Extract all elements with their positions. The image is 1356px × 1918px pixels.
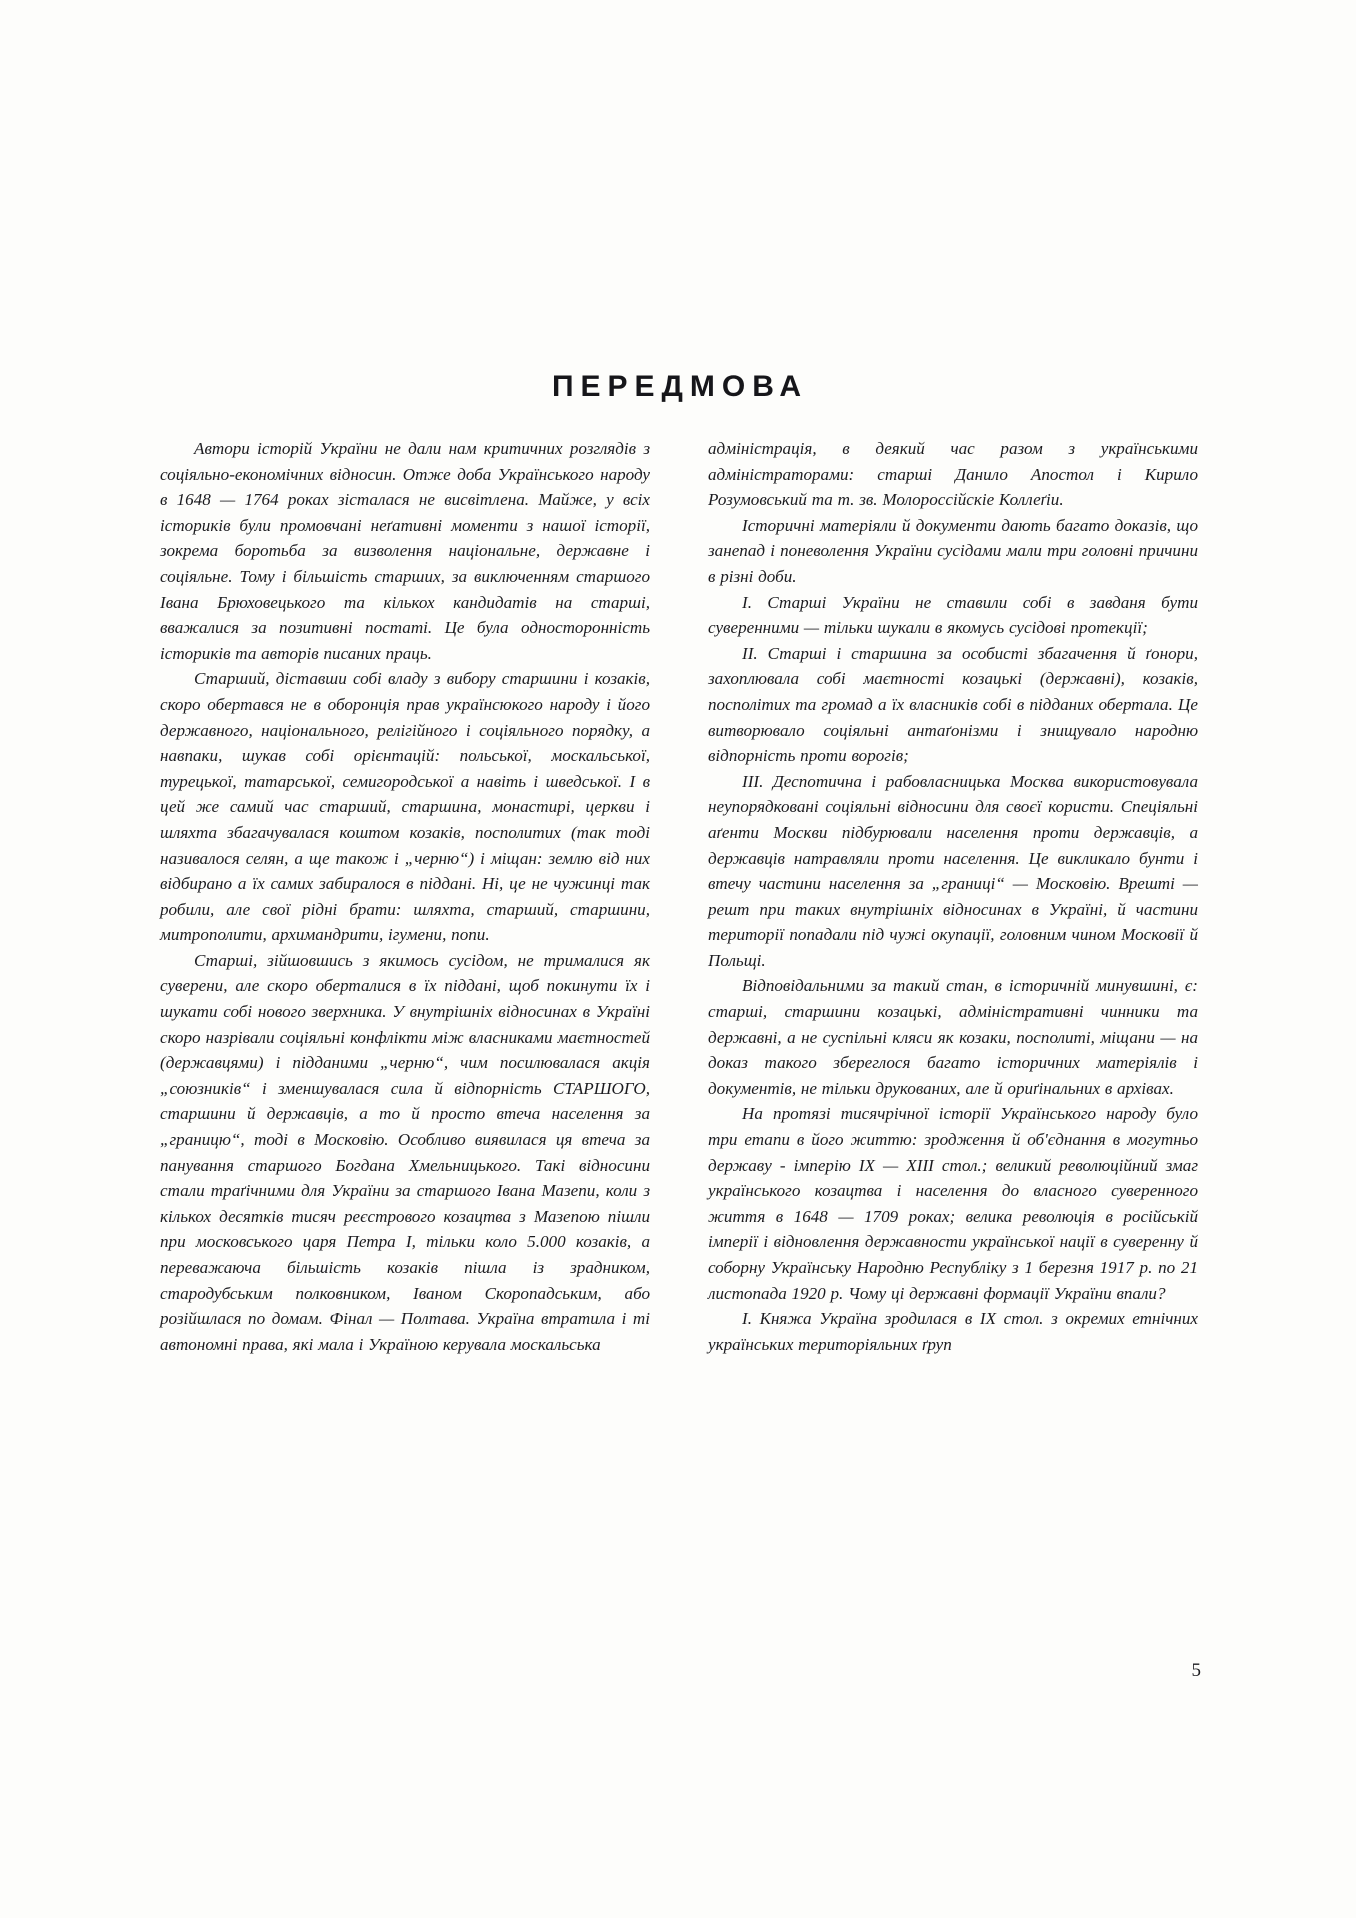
paragraph: На протязі тисячрічної історії Українського народу було три етапи в його життю: зродження й об'єднання в могутньо державу - імперію IX — XIII стол.; великий революційний змаг українського козацтва і населення до власного суверенного життя в 1648 — 1709 роках; велика революція в російській імперії і відновлення державности української нації в суверенну й соборну Українську Народню Республіку з 1 березня 1917 р. по 21 листопада 1920 р. Чому ці державні формації України впали? xyxy=(708,1104,1198,1303)
right-column xyxy=(708,436,1198,1357)
paragraph: Історичні матеріяли й документи дають багато доказів, що занепад і поневолення України сусідами мали три головні причини в різні доби. xyxy=(708,515,1198,586)
paragraph: II. Старші і старшина за особисті збагачення й ґонори, захоплювала собі маєтності козацькі (державні), козаків, посполітих та громад а їх власників собі в підданих обертала. Це витворювало соціяльні антаґонізми і знищувало народню відпорність проти ворогів; xyxy=(708,643,1198,766)
two-column-body xyxy=(160,436,1200,1357)
paragraph: I. Княжа Україна зродилася в IX стол. з окремих етнічних українських територіяльних ґруп xyxy=(708,1309,1198,1354)
paragraph: Старший, діставши собі владу з вибору старшини і козаків, скоро обертався не в оборонція прав українсюкого народу і його державного, національного, релігійного і соціяльного порядку, а навпаки, шукав собі орієнтацій: польської, москальської, турецької, татарської, семигородської а навіть і шведської. І в цей же самий час старший, старшина, монастирі, церкви і шляхта збагачувалася коштом козаків, посполитих (так тоді називалося селян, а ще також і „черню“) і міщан: землю від них відбирано а їх самих забиралося в піддані. Ні, це не чужинці так робили, але свої рідні брати: шляхта, старший, старшини, митрополити, архимандрити, ігумени, попи. xyxy=(160,669,650,945)
page-content xyxy=(160,370,1200,1357)
paragraph: I. Старші України не ставили собі в завданя бути суверенними — тільки шукали в якомусь сусідові протекції; xyxy=(708,592,1198,638)
paragraph: Старші, зійшовшись з якимось сусідом, не трималися як суверени, але скоро оберталися в їх піддані, щоб покинути їх і шукати собі нового зверхника. У внутрішніх відносинах в Україні скоро назрівали соціяльні конфлікти між власниками маєтностей (державцями) і підданими „черню“, чим посилювалася акція „союзників“ і зменшувалася сила й відпорність СТАРШОГО, старшини й державців, а то й просто втеча населення за „границю“, тоді в Московію. Особливо виявилася ця втеча за панування старшого Богдана Хмельницького. Такі відносини стали траґічними для України за старшого Івана Мазепи, коли з кількох десятків тисяч реєстрового козацтва з Мазепою пішли при московського царя Петра I, тільки коло 5.000 козаків, а переважаюча більшість козаків пішла із зрадником, стародубським полковником, Іваном Скоропадським, або розійшлася по домам. Фінал — Полтава. Україна втратила і ті автономні права, які мала і Україною керувала москальська xyxy=(160,950,650,1354)
paragraph: Відповідальними за такий стан, в історичній минувшині, є: старші, старшини козацькі, адміністративні чинники та державні, а не суспільні кляси як козаки, посполиті, міщани — на доказ такого збереглося багато історичних матеріялів і документів, не тільки друкованих, але й ориґінальних в архівах. xyxy=(708,976,1198,1098)
paragraph: адміністрація, в деякий час разом з українськими адміністраторами: старші Данило Апостол і Кирило Розумовський та т. зв. Молороссійскіе Коллеґіи. xyxy=(708,439,1198,510)
page-number: 5 xyxy=(1191,1660,1201,1681)
page-title: ПЕРЕДМОВА xyxy=(551,370,809,403)
left-column xyxy=(160,436,650,1357)
paragraph: Автори історій України не дали нам критичних розглядів з соціяльно-економічних відносин. Отже доба Українського народу в 1648 — 1764 роках зісталася не висвітлена. Майже, у всіх істориків були промовчані неґативні моменти з нашої історії, зокрема боротьба за визволення національне, державне і соціяльне. Тому і більшість старших, за виключенням старшого Івана Брюховецького та кількох кандидатів на старші, вважалися за позитивні постаті. Це була односторонність істориків та авторів писаних праць. xyxy=(160,439,650,663)
paragraph: III. Деспотична і рабовласницька Москва використовувала неупорядковані соціяльні відносини для своєї користи. Спеціяльні аґенти Москви підбурювали населення проти державців, а державців натравляли проти населення. Це викликало бунти і втечу частини населення за „границі“ — Московію. Врешті — решт при таких внутрішніх відносинах в Україні, й частини території попадали під чужі окупації, головним чином Московії й Польщі. xyxy=(708,771,1198,970)
